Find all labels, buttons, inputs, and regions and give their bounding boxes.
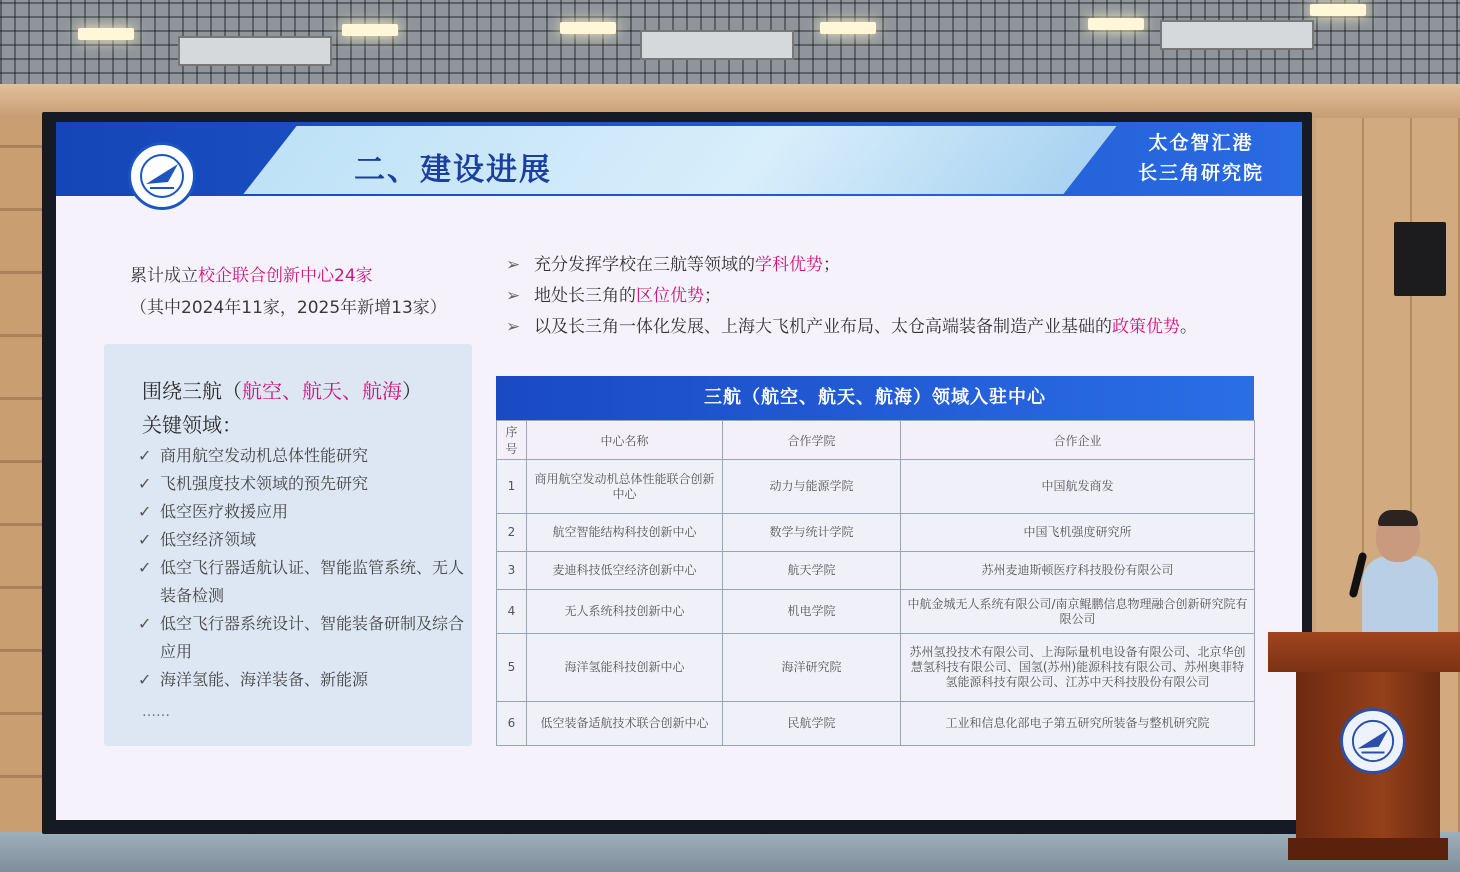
- ceiling-light: [820, 22, 876, 34]
- focus-item-text: 商用航空发动机总体性能研究: [160, 446, 369, 465]
- bullet-hl: 区位优势: [636, 286, 704, 306]
- slide-header: [56, 122, 1302, 196]
- advantage-bullet: [506, 250, 1246, 281]
- bullet-post: ；: [704, 286, 721, 306]
- focus-item-text: 低空经济领域: [160, 530, 257, 549]
- check-icon: ✓: [138, 558, 152, 577]
- summary-line: [130, 260, 447, 292]
- table-title: 三航（航空、航天、航海）领域入驻中心: [496, 376, 1254, 420]
- table-cell: 航天学院: [723, 552, 901, 590]
- table-cell: 2: [497, 514, 527, 552]
- check-icon: ✓: [138, 614, 152, 633]
- focus-item-text: 低空飞行器适航认证、智能监管系统、无人装备检测: [160, 558, 465, 605]
- table-cell: 3: [497, 552, 527, 590]
- focus-item: [138, 554, 472, 610]
- focus-item: [138, 666, 472, 694]
- table-cell: 苏州麦迪斯顿医疗科技股份有限公司: [901, 552, 1255, 590]
- focus-title-highlight: 航空、航天、航海: [242, 379, 402, 403]
- table-cell: 4: [497, 590, 527, 634]
- focus-item-text: 飞机强度技术领域的预先研究: [160, 474, 369, 493]
- centers-table-block: [496, 376, 1254, 746]
- table-cell: 中国航发商发: [901, 460, 1255, 514]
- table-cell: 中航金城无人系统有限公司/南京鲲鹏信息物理融合创新研究院有限公司: [901, 590, 1255, 634]
- table-row: [497, 590, 1255, 634]
- centers-table: [496, 420, 1255, 746]
- ceiling-light: [1310, 4, 1366, 16]
- advantage-bullet: [506, 281, 1246, 312]
- ceiling-light: [342, 24, 398, 36]
- focus-title-line: [142, 374, 422, 408]
- focus-list: [138, 442, 472, 694]
- bullet-post: 。: [1180, 317, 1197, 337]
- table-cell: 数学与统计学院: [723, 514, 901, 552]
- presenter-hair: [1378, 510, 1418, 526]
- focus-item-text: 低空医疗救援应用: [160, 502, 289, 521]
- table-cell: 民航学院: [723, 702, 901, 746]
- table-cell: 海洋氢能科技创新中心: [527, 634, 723, 702]
- focus-more: ……: [142, 704, 170, 720]
- brand-block: [1106, 128, 1296, 188]
- focus-item: [138, 526, 472, 554]
- bullet-pre: 充分发挥学校在三航等领域的: [534, 255, 755, 275]
- podium-top: [1268, 632, 1460, 672]
- check-icon: ✓: [138, 670, 152, 689]
- bullet-arrow-icon: ➢: [506, 286, 521, 306]
- summary-detail: （其中2024年11家，2025年新增13家）: [130, 298, 447, 318]
- focus-item: [138, 442, 472, 470]
- focus-item: [138, 498, 472, 526]
- table-row: [497, 634, 1255, 702]
- focus-item: [138, 610, 472, 666]
- table-cell: 工业和信息化部电子第五研究所装备与整机研究院: [901, 702, 1255, 746]
- table-cell: 机电学院: [723, 590, 901, 634]
- ceiling-light: [78, 28, 134, 40]
- summary-text: [130, 260, 447, 324]
- bullet-post: ；: [823, 255, 840, 275]
- slide-title: 二、建设进展: [354, 152, 552, 188]
- wall-speaker: [1394, 222, 1446, 296]
- bullet-arrow-icon: ➢: [506, 317, 521, 337]
- table-row: [497, 552, 1255, 590]
- focus-title-prefix: 围绕三航（: [142, 379, 242, 403]
- table-cell: 5: [497, 634, 527, 702]
- summary-highlight: 校企联合创新中心24家: [198, 266, 373, 286]
- bullet-arrow-icon: ➢: [506, 255, 521, 275]
- slide: [56, 122, 1302, 820]
- table-header-cell: 序号: [497, 421, 527, 460]
- table-cell: 低空装备适航技术联合创新中心: [527, 702, 723, 746]
- table-cell: 商用航空发动机总体性能联合创新中心: [527, 460, 723, 514]
- ceiling-vent: [178, 36, 332, 66]
- advantage-bullet: [506, 312, 1246, 343]
- ceiling-vent: [1160, 20, 1314, 50]
- focus-item-text: 海洋氢能、海洋装备、新能源: [160, 670, 369, 689]
- table-row: [497, 514, 1255, 552]
- bullet-pre: 地处长三角的: [534, 286, 636, 306]
- table-cell: 1: [497, 460, 527, 514]
- bullet-pre: 以及长三角一体化发展、上海大飞机产业布局、太仓高端装备制造产业基础的: [534, 317, 1112, 337]
- bullet-hl: 学科优势: [755, 255, 823, 275]
- table-cell: 航空智能结构科技创新中心: [527, 514, 723, 552]
- focus-subtitle: 关键领域：: [142, 413, 242, 437]
- podium-logo-icon: [1340, 708, 1406, 774]
- table-cell: 中国飞机强度研究所: [901, 514, 1255, 552]
- brand-line-1: 太仓智汇港: [1148, 132, 1254, 154]
- focus-item-text: 低空飞行器系统设计、智能装备研制及综合应用: [160, 614, 465, 661]
- bullet-hl: 政策优势: [1112, 317, 1180, 337]
- table-cell: 动力与能源学院: [723, 460, 901, 514]
- table-header-cell: 合作学院: [723, 421, 901, 460]
- table-row: [497, 702, 1255, 746]
- table-header-cell: 中心名称: [527, 421, 723, 460]
- brand-line-2: 长三角研究院: [1137, 162, 1264, 184]
- focus-areas-panel: [104, 344, 472, 746]
- ceiling-vent: [640, 30, 794, 60]
- table-cell: 麦迪科技低空经济创新中心: [527, 552, 723, 590]
- check-icon: ✓: [138, 530, 152, 549]
- advantage-bullets: [506, 250, 1246, 343]
- check-icon: ✓: [138, 446, 152, 465]
- focus-item: [138, 470, 472, 498]
- check-icon: ✓: [138, 474, 152, 493]
- table-cell: 海洋研究院: [723, 634, 901, 702]
- ceiling-light: [1088, 18, 1144, 30]
- table-cell: 6: [497, 702, 527, 746]
- ceiling: [0, 0, 1460, 88]
- university-logo-icon: [128, 142, 196, 210]
- focus-title: [142, 374, 422, 442]
- ceiling-light: [560, 22, 616, 34]
- table-header-row: [497, 421, 1255, 460]
- table-header-cell: 合作企业: [901, 421, 1255, 460]
- table-cell: 苏州氢投技术有限公司、上海际量机电设备有限公司、北京华创慧氢科技有限公司、国氢(苏州)能源科技有限公司、苏州奥菲特氢能源科技有限公司、江苏中天科技股份有限公司: [901, 634, 1255, 702]
- stage-floor: [0, 832, 1460, 872]
- podium-base: [1288, 838, 1448, 860]
- focus-title-suffix: ）: [402, 379, 422, 403]
- summary-prefix: 累计成立: [130, 266, 198, 286]
- table-row: [497, 460, 1255, 514]
- check-icon: ✓: [138, 502, 152, 521]
- table-cell: 无人系统科技创新中心: [527, 590, 723, 634]
